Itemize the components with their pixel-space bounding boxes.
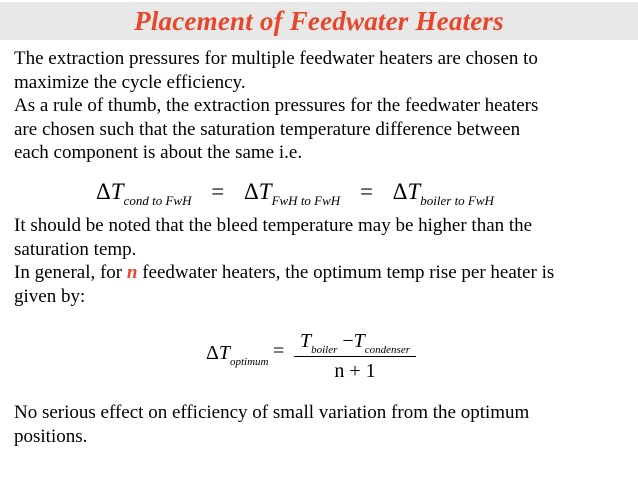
equals-sign: = <box>273 340 285 362</box>
paragraph-extraction-pressures <box>14 47 614 165</box>
text-line: No serious effect on efficiency of small variation from the optimum <box>14 402 530 423</box>
text-line <box>14 261 614 285</box>
delta-symbol: Δ <box>243 179 259 204</box>
equation-subscript: condenser <box>364 344 411 356</box>
text-line: maximize the cycle efficiency. <box>14 71 246 93</box>
fraction <box>294 330 416 383</box>
fraction-denominator: n + 1 <box>334 360 376 382</box>
equals-sign: = <box>211 179 225 204</box>
equation-subscript: boiler <box>311 344 338 356</box>
title-bar <box>0 2 638 40</box>
text-line: positions. <box>14 425 88 447</box>
text-line: As a rule of thumb, the extraction pressures for the feedwater heaters <box>14 95 539 116</box>
equation-equal-temperature-differences <box>96 178 494 215</box>
fraction-bar <box>294 356 416 357</box>
minus-sign: − <box>342 330 354 352</box>
equation-variable: T <box>407 179 421 204</box>
delta-symbol: Δ <box>392 179 408 204</box>
text-line: given by: <box>14 285 86 307</box>
text-line: saturation temp. <box>14 238 137 260</box>
fraction-numerator <box>294 330 416 354</box>
equation-variable: T <box>110 179 124 204</box>
text-line: The extraction pressures for multiple feedwater heaters are chosen to <box>14 48 538 69</box>
slide-title: Placement of Feedwater Heaters <box>134 6 504 36</box>
equals-sign: = <box>359 179 373 204</box>
equation-variable: T <box>258 179 272 204</box>
delta-symbol: Δ <box>96 179 111 204</box>
highlighted-variable-n: n <box>126 262 138 283</box>
equation-variable: T <box>353 330 365 352</box>
equation-variable: T <box>299 330 312 352</box>
text-line: It should be noted that the bleed temperature may be higher than the <box>14 215 533 236</box>
equation-variable: T <box>218 342 230 364</box>
text-line: are chosen such that the saturation temperature difference between <box>14 118 521 140</box>
equation-subscript: FwH to FwH <box>271 193 341 208</box>
equation-subscript: boiler to FwH <box>420 193 494 208</box>
paragraph-small-variation <box>14 401 614 448</box>
equation-lhs <box>206 342 269 368</box>
text-fragment: In general, for <box>14 262 127 283</box>
equation-subscript: cond to FwH <box>123 193 192 208</box>
text-fragment: feedwater heaters, the optimum temp rise per heater is <box>137 262 555 283</box>
text-line: each component is about the same i.e. <box>14 142 303 163</box>
equation-subscript: optimum <box>230 356 269 368</box>
paragraph-bleed-temperature <box>14 214 614 308</box>
delta-symbol: Δ <box>206 342 219 364</box>
